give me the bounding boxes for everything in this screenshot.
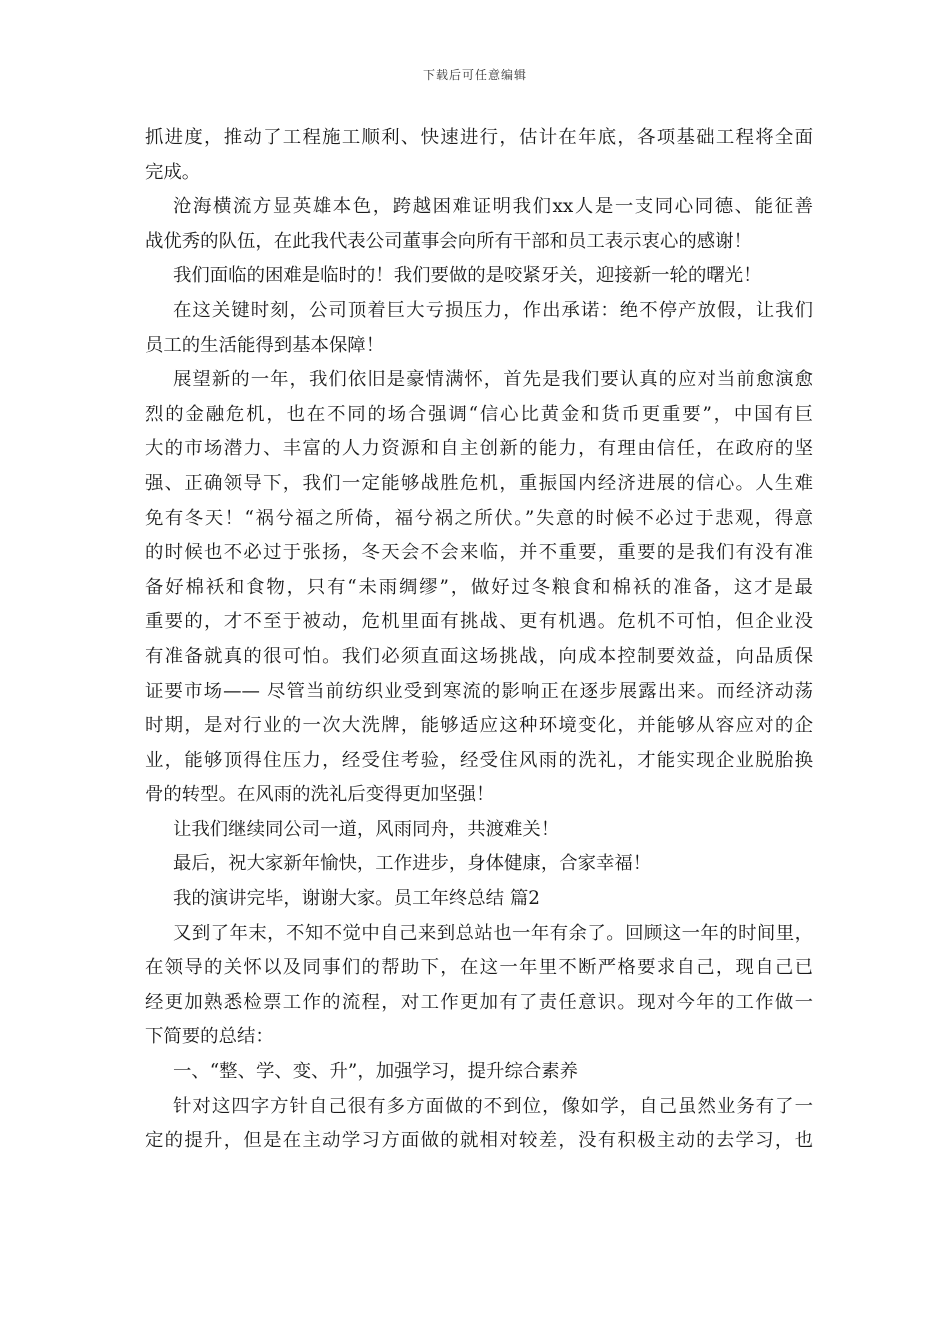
text-line: 免有冬天！“祸兮福之所倚，福兮祸之所伏。”失意的时候不必过于悲观，得意 bbox=[145, 507, 813, 529]
text-line: 定的提升，但是在主动学习方面做的就相对较差，没有积极主动的去学习，也 bbox=[145, 1130, 813, 1152]
text-line: 让我们继续同公司一道，风雨同舟，共渡难关！ bbox=[173, 818, 560, 840]
text-line: 大的市场潜力、丰富的人力资源和自主创新的能力，有理由信任，在政府的坚 bbox=[145, 438, 813, 460]
text-line: 业，能够顶得住压力，经受住考验，经受住风雨的洗礼，才能实现企业脱胎换 bbox=[145, 749, 813, 771]
text-line: 在领导的关怀以及同事们的帮助下，在这一年里不断严格要求自己，现自己已 bbox=[145, 957, 813, 979]
text-line: 时期，是对行业的一次大洗牌，能够适应这种环境变化，并能够从容应对的企 bbox=[145, 715, 813, 737]
text-line: 我的演讲完毕，谢谢大家。员工年终总结 篇2 bbox=[173, 888, 540, 910]
text-line: 又到了年末，不知不觉中自己来到总站也一年有余了。回顾这一年的时间里， bbox=[173, 922, 813, 944]
text-line: 经更加熟悉检票工作的流程，对工作更加有了责任意识。现对今年的工作做一 bbox=[145, 991, 813, 1013]
text-line: 下简要的总结： bbox=[145, 1026, 274, 1048]
text-line: 最后，祝大家新年愉快，工作进步，身体健康，合家幸福！ bbox=[173, 853, 652, 875]
text-line: 战优秀的队伍，在此我代表公司董事会向所有干部和员工表示衷心的感谢！ bbox=[145, 230, 752, 252]
text-line: 员工的生活能得到基本保障！ bbox=[145, 334, 385, 356]
text-line: 一、“整、学、变、升”，加强学习，提升综合素养 bbox=[173, 1061, 579, 1083]
page-header: 下载后可任意编辑 bbox=[422, 68, 527, 82]
text-line: 备好棉袄和食物，只有“未雨绸缪”，做好过冬粮食和棉袄的准备，这才是最 bbox=[145, 576, 813, 598]
text-line: 的时候也不必过于张扬，冬天会不会来临，并不重要，重要的是我们有没有准 bbox=[145, 542, 813, 564]
text-line: 强、正确领导下，我们一定能够战胜危机，重振国内经济进展的信心。人生难 bbox=[145, 472, 813, 494]
text-line: 沧海横流方显英雄本色，跨越困难证明我们xx人是一支同心同德、能征善 bbox=[173, 196, 813, 218]
text-line: 有准备就真的很可怕。我们必须直面这场挑战，向成本控制要效益，向品质保 bbox=[145, 645, 813, 667]
text-line: 烈的金融危机，也在不同的场合强调“信心比黄金和货币更重要”，中国有巨 bbox=[145, 403, 813, 425]
text-line: 完成。 bbox=[145, 161, 201, 183]
text-line: 抓进度，推动了工程施工顺利、快速进行，估计在年底，各项基础工程将全面 bbox=[145, 127, 813, 148]
text-line: 骨的转型。在风雨的洗礼后变得更加坚强！ bbox=[145, 784, 495, 806]
text-line: 针对这四字方针自己很有多方面做的不到位，像如学，自己虽然业务有了一 bbox=[173, 1095, 813, 1117]
text-line: 展望新的一年，我们依旧是豪情满怀，首先是我们要认真的应对当前愈演愈 bbox=[173, 369, 813, 391]
document-body bbox=[145, 121, 813, 1159]
text-line: 重要的，才不至于被动，危机里面有挑战、更有机遇。危机不可怕，但企业没 bbox=[145, 611, 813, 633]
text-line: 在这关键时刻，公司顶着巨大亏损压力，作出承诺：绝不停产放假，让我们 bbox=[173, 299, 813, 321]
text-line: 证要市场—— 尽管当前纺织业受到寒流的影响正在逐步展露出来。而经济动荡 bbox=[145, 680, 813, 702]
text-line: 我们面临的困难是临时的！我们要做的是咬紧牙关，迎接新一轮的曙光！ bbox=[173, 265, 762, 287]
